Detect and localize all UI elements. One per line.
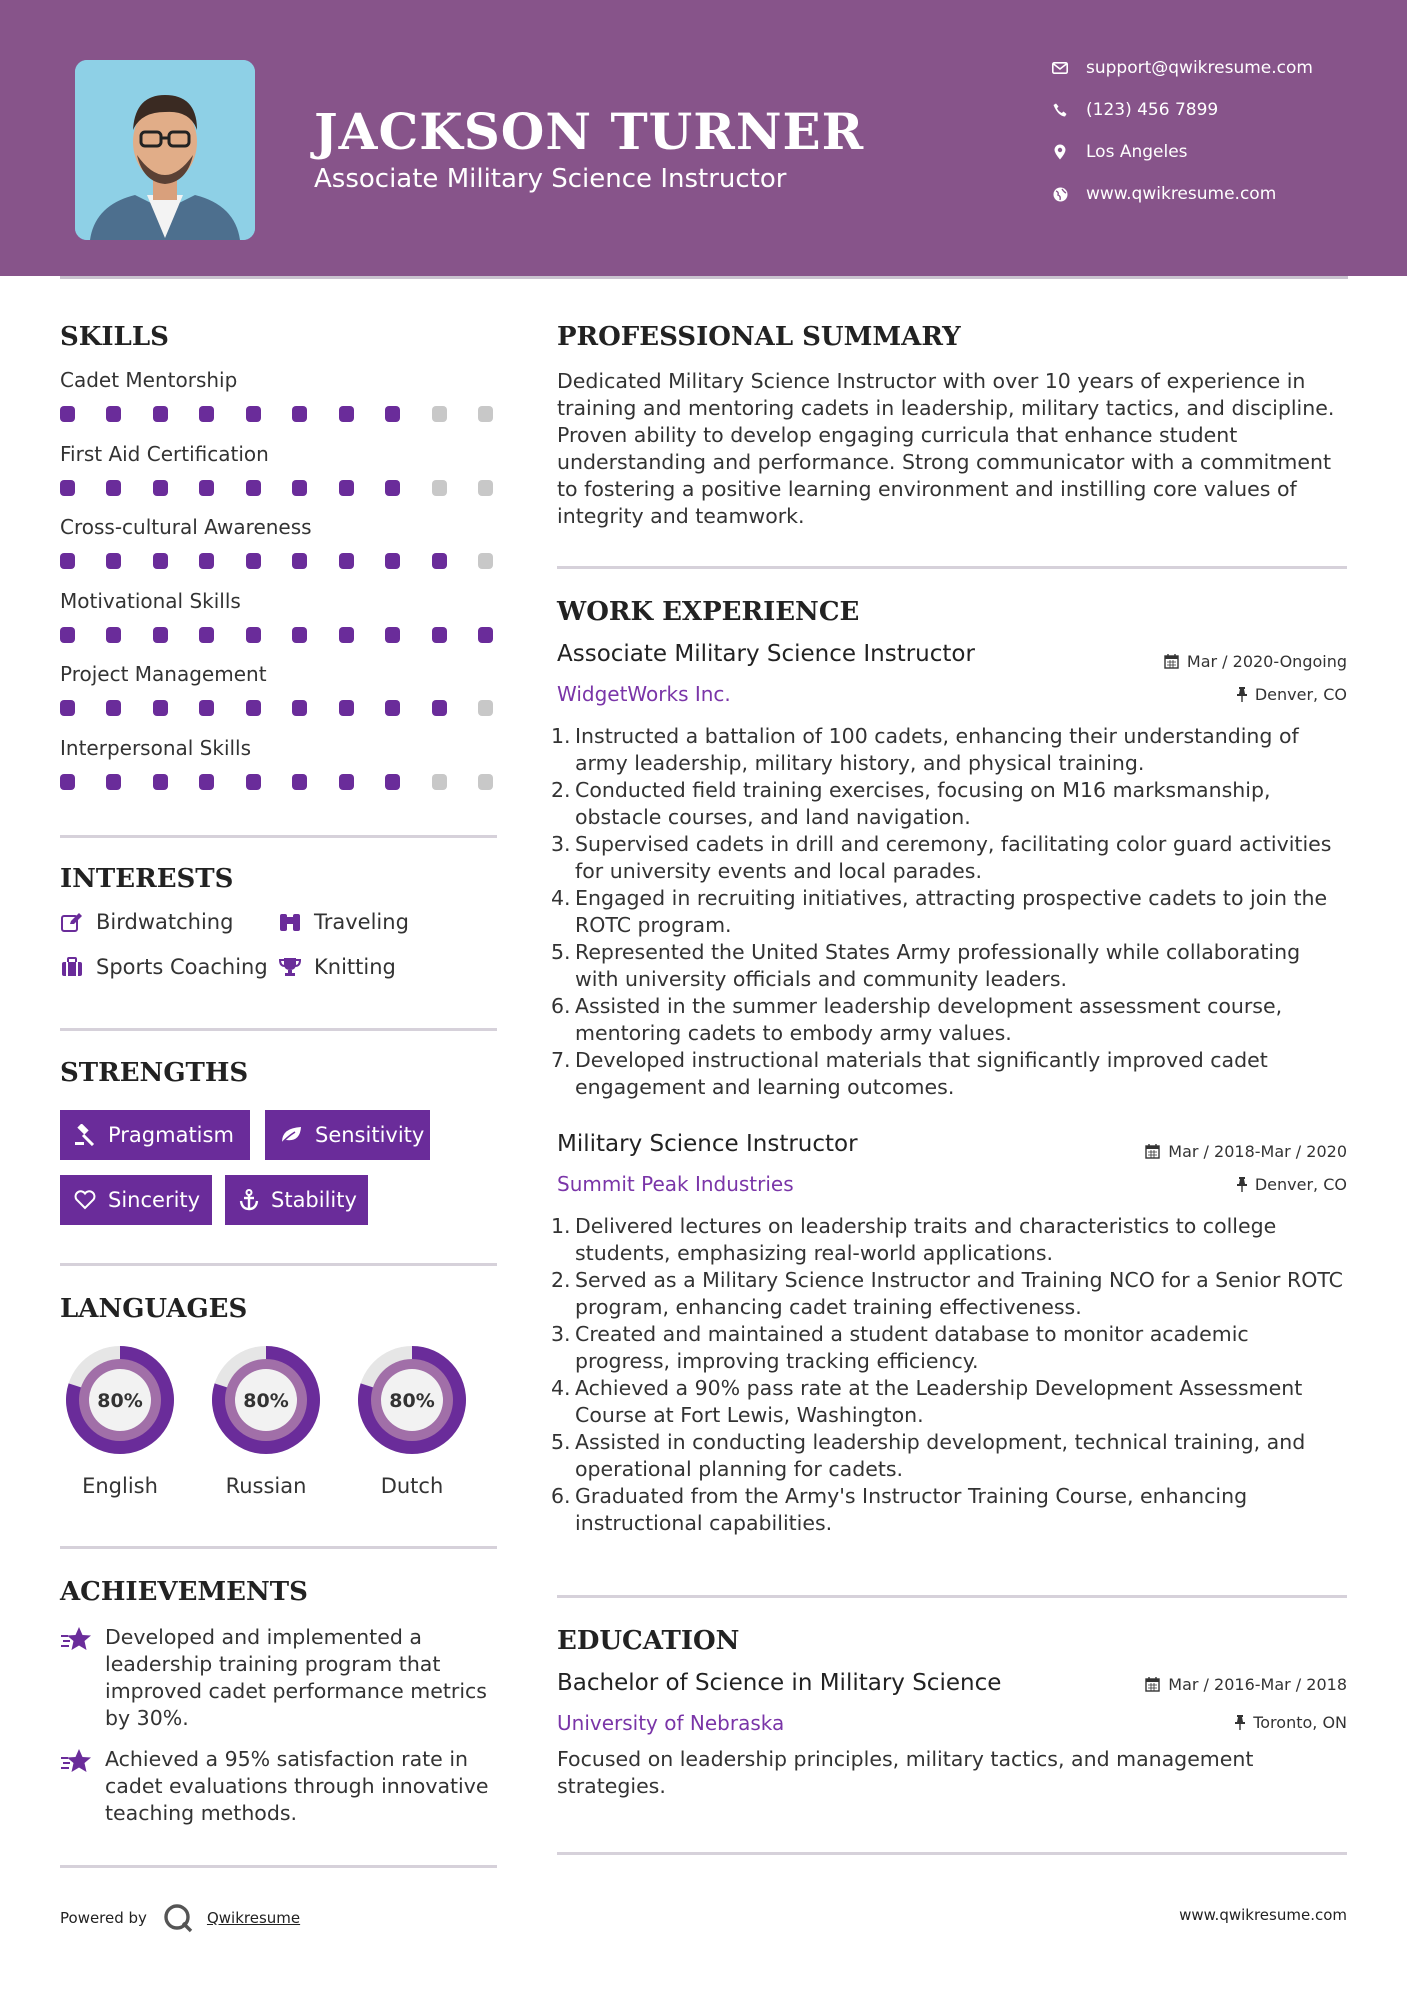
skill-dot-filled xyxy=(153,627,168,643)
envelope-icon xyxy=(1050,62,1070,74)
education-heading: EDUCATION xyxy=(557,1626,740,1656)
footer-brand-link[interactable]: Qwikresume xyxy=(206,1909,301,1927)
skill-dot-filled xyxy=(339,553,354,569)
interest-item: Knitting xyxy=(278,955,396,979)
skill-level-dots xyxy=(60,774,500,790)
company-name: Summit Peak Industries xyxy=(557,1172,794,1196)
skill-dot-filled xyxy=(199,480,214,496)
language-percent-label: 80% xyxy=(243,1390,289,1412)
skill-dot-filled xyxy=(199,406,214,422)
skill-level-dots xyxy=(60,480,500,496)
skill-label: First Aid Certification xyxy=(60,441,269,466)
achievements-heading: ACHIEVEMENTS xyxy=(60,1577,308,1607)
job-title: Military Science Instructor xyxy=(557,1131,858,1157)
language-percent-label: 80% xyxy=(97,1390,143,1412)
interest-item: Traveling xyxy=(278,910,409,934)
skill-dot-filled xyxy=(199,627,214,643)
achievement-item: Developed and implemented a leadership training program that improved cadet performance metrics by 30%. xyxy=(60,1624,500,1732)
calendar-icon xyxy=(1145,1144,1160,1159)
skill-dot-filled xyxy=(432,553,447,569)
skill-dot-empty xyxy=(478,774,493,790)
job-dates: Mar / 2018-Mar / 2020 xyxy=(1145,1142,1347,1161)
school-name: University of Nebraska xyxy=(557,1711,785,1735)
binoculars-icon xyxy=(278,912,302,932)
contact-email-text: support@qwikresume.com xyxy=(1086,58,1313,78)
skill-dot-filled xyxy=(385,774,400,790)
education-location: Toronto, ON xyxy=(1235,1713,1347,1732)
phone-icon xyxy=(1050,103,1070,117)
job-bullet: 5. Represented the United States Army professionally while collaborating with university officials and community leaders. xyxy=(551,940,1301,991)
skill-dot-filled xyxy=(153,774,168,790)
skill-dot-filled xyxy=(292,700,307,716)
job-bullet: 2. Served as a Military Science Instructor and Training NCO for a Senior ROTC program, enhancing cadet training effectiveness. xyxy=(551,1268,1343,1319)
skill-dot-filled xyxy=(106,627,121,643)
skill-dot-filled xyxy=(385,406,400,422)
skill-dot-empty xyxy=(478,406,493,422)
job-bullet: 1. Instructed a battalion of 100 cadets, enhancing their understanding of army leadership, military history, and physical training. xyxy=(551,724,1299,775)
job-bullet: 3. Supervised cadets in drill and ceremony, facilitating color guard activities for university events and local parades. xyxy=(551,832,1332,883)
star-badge-icon xyxy=(60,1748,92,1781)
skill-dot-filled xyxy=(292,406,307,422)
header-divider xyxy=(60,276,1348,279)
job-location: Denver, CO xyxy=(1237,1175,1347,1194)
job-location: Denver, CO xyxy=(1237,685,1347,704)
skill-level-dots xyxy=(60,627,500,643)
skill-dot-filled xyxy=(292,553,307,569)
briefcase-icon xyxy=(60,957,84,977)
skills-heading: SKILLS xyxy=(60,322,169,352)
interest-item: Birdwatching xyxy=(60,910,233,934)
skill-label: Cadet Mentorship xyxy=(60,368,238,392)
skill-dot-filled xyxy=(385,627,400,643)
strengths-divider xyxy=(60,1263,497,1266)
job-bullet: 5. Assisted in conducting leadership development, technical training, and operational planning for cadets. xyxy=(551,1430,1306,1481)
skill-dot-empty xyxy=(432,480,447,496)
footer-powered-by: Powered by Qwikresume xyxy=(60,1903,300,1933)
skill-dot-filled xyxy=(60,627,75,643)
job-bullet: 4. Engaged in recruiting initiatives, attracting prospective cadets to join the ROTC program. xyxy=(551,886,1328,937)
skill-dot-filled xyxy=(246,700,261,716)
skill-dot-filled xyxy=(339,774,354,790)
calendar-icon xyxy=(1164,654,1179,669)
skill-dot-filled xyxy=(385,700,400,716)
calendar-icon xyxy=(1145,1677,1160,1692)
skill-dot-filled xyxy=(153,406,168,422)
footer-url[interactable]: www.qwikresume.com xyxy=(1179,1906,1347,1924)
header-banner xyxy=(0,0,1407,276)
job-responsibilities xyxy=(551,1213,1347,1537)
anchor-icon xyxy=(239,1189,259,1211)
language-name: English xyxy=(82,1474,158,1498)
strengths-heading: STRENGTHS xyxy=(60,1058,249,1088)
skill-dot-filled xyxy=(339,480,354,496)
job-bullet: 4. Achieved a 90% pass rate at the Leadership Development Assessment Course at Fort Lewis, Washington. xyxy=(551,1376,1303,1427)
skill-dot-filled xyxy=(246,406,261,422)
qwikresume-logo-icon xyxy=(163,1903,193,1933)
skill-dot-filled xyxy=(478,627,493,643)
job-bullet: 2. Conducted field training exercises, focusing on M16 marksmanship, obstacle courses, and land navigation. xyxy=(551,778,1271,829)
skill-dot-empty xyxy=(478,700,493,716)
job-bullet: 6. Assisted in the summer leadership development assessment course, mentoring cadets to embody army values. xyxy=(551,994,1283,1045)
heart-icon xyxy=(74,1190,96,1210)
skill-dot-filled xyxy=(432,700,447,716)
skill-dot-filled xyxy=(292,774,307,790)
skill-dot-filled xyxy=(246,627,261,643)
skills-divider xyxy=(60,835,497,838)
skill-dot-filled xyxy=(60,700,75,716)
pushpin-icon xyxy=(1235,1715,1245,1730)
pencil-square-icon xyxy=(60,912,84,932)
contact-location xyxy=(1050,142,1188,162)
interest-item: Sports Coaching xyxy=(60,955,268,979)
skill-dot-filled xyxy=(153,480,168,496)
achievement-item: Achieved a 95% satisfaction rate in cadet evaluations through innovative teaching methods. xyxy=(60,1746,500,1827)
job-bullet: 3. Created and maintained a student database to monitor academic progress, improving tracking efficiency. xyxy=(551,1322,1249,1373)
contact-website-text: www.qwikresume.com xyxy=(1086,184,1277,204)
job-responsibilities xyxy=(551,723,1347,1101)
interests-heading: INTERESTS xyxy=(60,864,234,894)
company-name: WidgetWorks Inc. xyxy=(557,682,731,706)
skill-label: Cross-cultural Awareness xyxy=(60,515,312,539)
interests-divider xyxy=(60,1028,497,1031)
skill-dot-filled xyxy=(292,627,307,643)
job-bullet: 1. Delivered lectures on leadership traits and characteristics to college students, emphasizing real-world applications. xyxy=(551,1214,1277,1265)
contact-website[interactable] xyxy=(1050,184,1276,204)
skill-dot-filled xyxy=(339,627,354,643)
experience-divider xyxy=(557,1595,1347,1598)
languages-divider xyxy=(60,1546,497,1549)
strength-badge: Stability xyxy=(225,1175,368,1225)
skill-dot-filled xyxy=(106,406,121,422)
skill-level-dots xyxy=(60,700,500,716)
gavel-icon xyxy=(74,1124,96,1146)
degree-title: Bachelor of Science in Military Science xyxy=(557,1670,1002,1696)
leaf-icon xyxy=(279,1125,303,1145)
language-percent-label: 80% xyxy=(389,1390,435,1412)
strength-badge: Sensitivity xyxy=(265,1110,430,1160)
skill-dot-filled xyxy=(339,406,354,422)
profile-photo xyxy=(75,60,255,240)
skill-dot-filled xyxy=(385,553,400,569)
skill-dot-filled xyxy=(432,627,447,643)
education-description: Focused on leadership principles, military tactics, and management strategies. xyxy=(557,1747,1254,1798)
skill-label: Motivational Skills xyxy=(60,588,241,613)
candidate-title: Associate Military Science Instructor xyxy=(314,164,787,194)
skill-dot-filled xyxy=(199,774,214,790)
strength-badge: Pragmatism xyxy=(60,1110,250,1160)
skill-dot-filled xyxy=(339,700,354,716)
contact-location-text: Los Angeles xyxy=(1086,142,1188,162)
job-bullet: 6. Graduated from the Army's Instructor Training Course, enhancing instructional capabilities. xyxy=(551,1484,1248,1535)
job-title: Associate Military Science Instructor xyxy=(557,641,975,667)
trophy-icon xyxy=(278,957,302,977)
skill-dot-filled xyxy=(199,700,214,716)
skill-dot-filled xyxy=(292,480,307,496)
language-name: Russian xyxy=(225,1474,307,1498)
skill-dot-empty xyxy=(432,774,447,790)
job-dates: Mar / 2020-Ongoing xyxy=(1164,652,1347,671)
skill-label: Project Management xyxy=(60,662,267,686)
language-ring xyxy=(206,1340,326,1460)
star-badge-icon xyxy=(60,1626,92,1659)
location-pin-icon xyxy=(1050,144,1070,160)
summary-text: Dedicated Military Science Instructor with over 10 years of experience in training and mentoring cadets in leadership, military tactics, and discipline. Proven ability to develop engaging curricula that enhance student understanding and performance. Strong communicator with a commitment to fostering a positive learning environment and instilling core values of integrity and teamwork. xyxy=(557,369,1335,528)
skill-dot-filled xyxy=(246,480,261,496)
contact-email[interactable] xyxy=(1050,58,1313,78)
pushpin-icon xyxy=(1237,1177,1247,1192)
strength-badge: Sincerity xyxy=(60,1175,212,1225)
skill-dot-filled xyxy=(199,553,214,569)
summary-divider xyxy=(557,566,1347,569)
skill-dot-empty xyxy=(432,406,447,422)
contact-phone[interactable] xyxy=(1050,100,1218,120)
pushpin-icon xyxy=(1237,687,1247,702)
education-divider xyxy=(557,1852,1347,1855)
skill-label: Interpersonal Skills xyxy=(60,735,252,760)
languages-heading: LANGUAGES xyxy=(60,1294,248,1324)
skill-dot-filled xyxy=(153,700,168,716)
globe-icon xyxy=(1050,187,1070,202)
skill-dot-filled xyxy=(106,700,121,716)
contact-phone-text: (123) 456 7899 xyxy=(1086,100,1219,120)
language-name: Dutch xyxy=(380,1474,444,1498)
skill-dot-filled xyxy=(60,553,75,569)
skill-dot-filled xyxy=(153,553,168,569)
education-dates: Mar / 2016-Mar / 2018 xyxy=(1145,1675,1347,1694)
skill-dot-filled xyxy=(60,406,75,422)
summary-heading: PROFESSIONAL SUMMARY xyxy=(557,322,961,352)
experience-heading: WORK EXPERIENCE xyxy=(557,597,860,627)
skill-dot-filled xyxy=(106,553,121,569)
language-ring xyxy=(60,1340,180,1460)
candidate-name: JACKSON TURNER xyxy=(314,102,865,161)
skill-dot-filled xyxy=(106,774,121,790)
skill-dot-filled xyxy=(60,480,75,496)
language-ring xyxy=(352,1340,472,1460)
skill-dot-empty xyxy=(478,553,493,569)
skill-level-dots xyxy=(60,406,500,422)
job-bullet: 7. Developed instructional materials that significantly improved cadet engagement and learning outcomes. xyxy=(551,1048,1268,1099)
achievements-divider xyxy=(60,1865,497,1868)
skill-dot-filled xyxy=(60,774,75,790)
skill-dot-filled xyxy=(246,553,261,569)
skill-level-dots xyxy=(60,553,500,569)
skill-dot-filled xyxy=(246,774,261,790)
skill-dot-filled xyxy=(106,480,121,496)
skill-dot-filled xyxy=(385,480,400,496)
skill-dot-empty xyxy=(478,480,493,496)
